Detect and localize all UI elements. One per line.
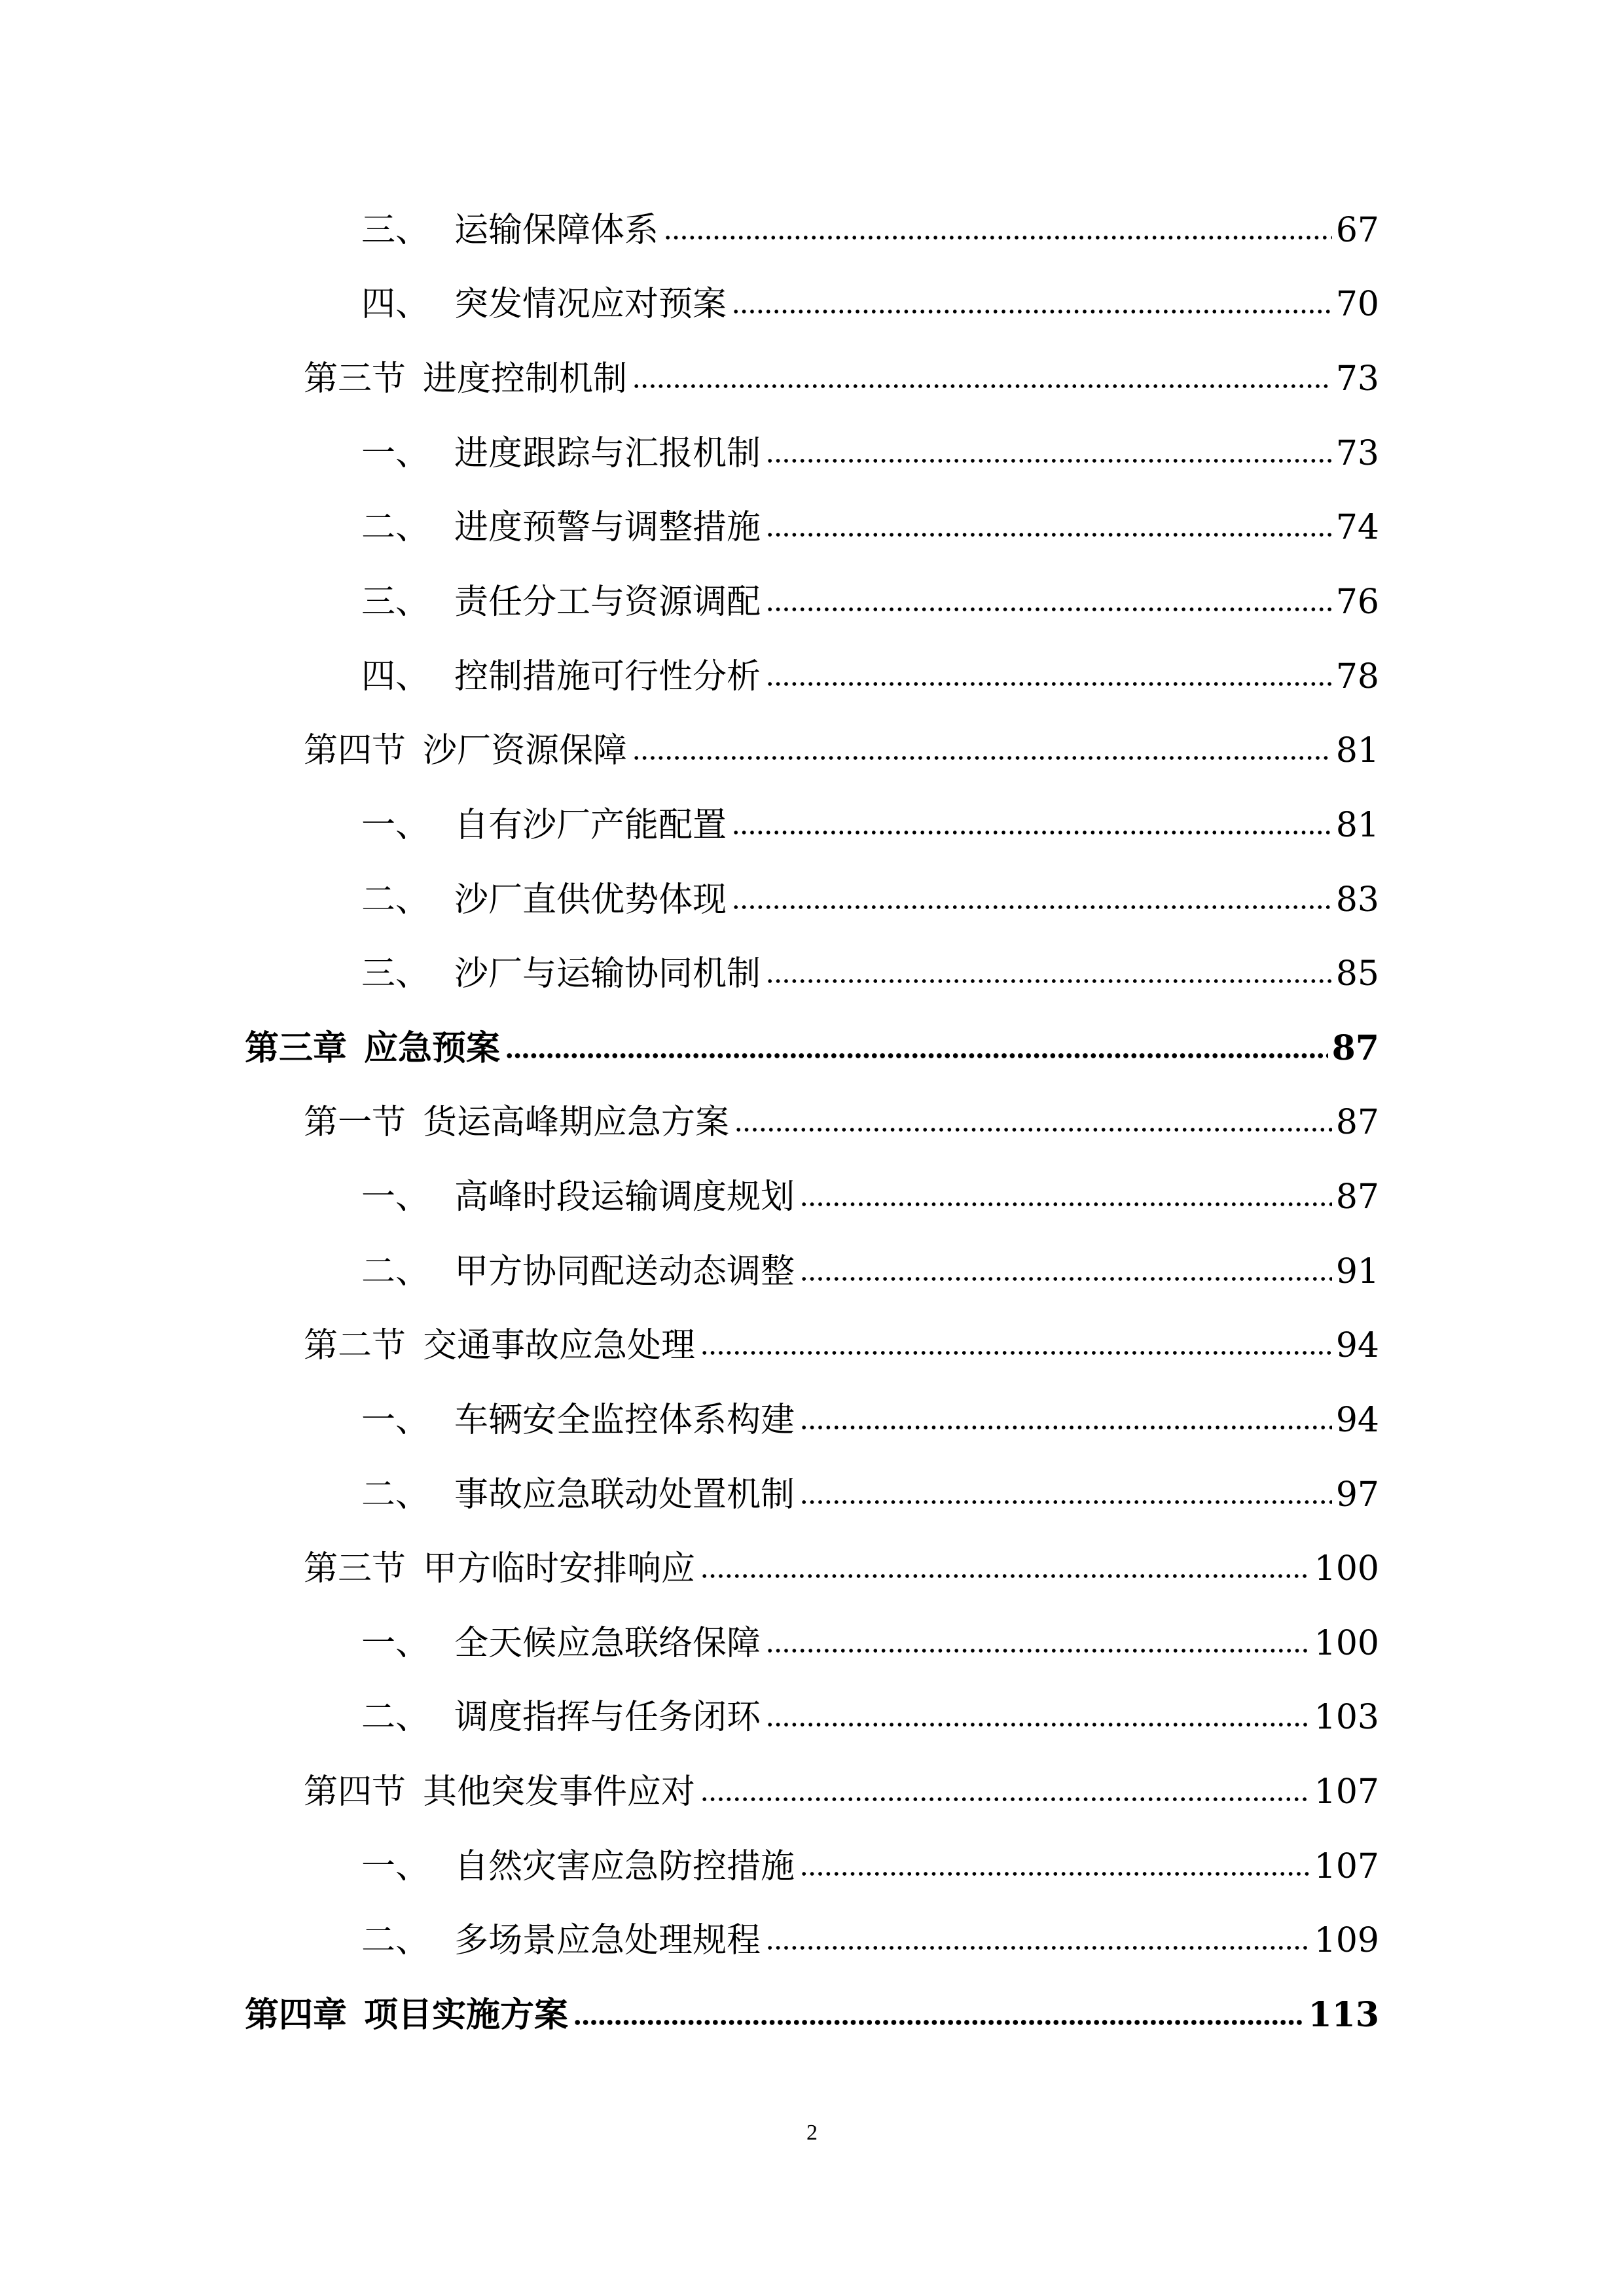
dot-leader	[664, 234, 1332, 241]
toc-entry-number: 第四节	[304, 731, 406, 770]
toc-entry-number: 一、	[361, 1401, 430, 1440]
toc-entry-page: 78	[1335, 657, 1379, 696]
dot-leader	[732, 829, 1332, 836]
toc-entry[interactable]	[361, 1162, 1379, 1217]
toc-entry[interactable]	[304, 344, 1379, 399]
toc-entry-number: 一、	[361, 434, 430, 473]
toc-entry-number: 二、	[361, 1921, 430, 1960]
toc-entry-number: 一、	[361, 1624, 430, 1663]
toc-entry-page: 74	[1335, 508, 1379, 547]
toc-entry[interactable]	[304, 1310, 1379, 1363]
toc-entry-title: 自有沙厂产能配置	[454, 806, 727, 845]
toc-entry-page: 87	[1335, 1177, 1379, 1217]
toc-entry-page: 100	[1314, 1549, 1379, 1588]
toc-entry[interactable]	[361, 1460, 1379, 1515]
dot-leader	[766, 681, 1332, 687]
toc-entry-title: 进度跟踪与汇报机制	[454, 434, 761, 473]
toc-entry-title: 甲方临时安排响应	[423, 1549, 696, 1588]
toc-entry-title: 交通事故应急处理	[423, 1326, 696, 1365]
toc-entry-page: 109	[1314, 1921, 1379, 1960]
toc-entry-number: 一、	[361, 1847, 430, 1886]
toc-entry[interactable]	[361, 567, 1379, 622]
toc-entry[interactable]	[361, 195, 1379, 250]
toc-entry-number: 四、	[361, 285, 430, 324]
dot-leader	[800, 1871, 1310, 1877]
toc-entry-title: 调度指挥与任务闭环	[454, 1698, 761, 1737]
toc-entry-number: 一、	[361, 1177, 430, 1217]
dot-leader	[766, 606, 1332, 613]
toc-entry[interactable]	[361, 492, 1379, 545]
toc-entry-number: 第四章	[245, 1995, 348, 2035]
toc-entry[interactable]	[361, 1682, 1379, 1737]
toc-entry-number: 第三章	[245, 1028, 348, 1068]
toc-entry-page: 94	[1335, 1326, 1379, 1365]
toc-entry-number: 四、	[361, 657, 430, 696]
toc-entry-title: 控制措施可行性分析	[454, 657, 761, 696]
toc-entry-page: 81	[1335, 731, 1379, 770]
dot-leader	[732, 308, 1332, 315]
toc-entry-number: 二、	[361, 1475, 430, 1515]
toc-entry[interactable]	[361, 1831, 1379, 1884]
toc-entry-title: 责任分工与资源调配	[454, 583, 761, 622]
toc-entry-title: 突发情况应对预案	[454, 285, 727, 324]
toc-entry-title: 自然灾害应急防控措施	[454, 1847, 795, 1886]
toc-entry-page: 87	[1331, 1028, 1379, 1068]
page-footer-number: 2	[806, 2121, 818, 2145]
toc-entry-title: 进度预警与调整措施	[454, 508, 761, 547]
toc-entry-page: 91	[1335, 1252, 1379, 1291]
toc-entry-number: 一、	[361, 806, 430, 845]
toc-entry[interactable]	[304, 1534, 1379, 1586]
dot-leader	[632, 383, 1332, 389]
toc-entry-title: 沙厂资源保障	[423, 731, 628, 770]
toc-chapter-entry[interactable]	[245, 1980, 1379, 2035]
toc-entry-page: 83	[1335, 880, 1379, 920]
toc-chapter-entry[interactable]	[245, 1013, 1379, 1066]
dot-leader	[573, 2019, 1304, 2026]
toc-entry[interactable]	[304, 1087, 1379, 1142]
toc-entry-title: 项目实施方案	[364, 1995, 569, 2035]
toc-entry-number: 第三节	[304, 359, 406, 399]
toc-entry[interactable]	[361, 1608, 1379, 1663]
toc-entry[interactable]	[361, 1236, 1379, 1289]
toc-entry[interactable]	[361, 269, 1379, 324]
toc-entry-number: 二、	[361, 1252, 430, 1291]
dot-leader	[700, 1350, 1332, 1356]
toc-entry-title: 其他突发事件应对	[423, 1772, 696, 1812]
dot-leader	[732, 904, 1332, 910]
toc-entry-title: 进度控制机制	[423, 359, 628, 399]
toc-entry[interactable]	[361, 641, 1379, 694]
toc-entry-title: 应急预案	[364, 1028, 501, 1068]
toc-entry[interactable]	[361, 1385, 1379, 1440]
dot-leader	[766, 978, 1332, 984]
toc-entry-number: 第一节	[304, 1103, 406, 1142]
toc-entry-title: 车辆安全监控体系构建	[454, 1401, 795, 1440]
dot-leader	[766, 457, 1332, 464]
toc-entry[interactable]	[361, 418, 1379, 471]
toc-entry-number: 第二节	[304, 1326, 406, 1365]
toc-entry-page: 73	[1335, 359, 1379, 399]
dot-leader	[766, 1945, 1310, 1951]
dot-leader	[800, 1424, 1332, 1431]
toc-entry-title: 多场景应急处理规程	[454, 1921, 761, 1960]
toc-entry-number: 三、	[361, 954, 430, 994]
toc-entry-title: 货运高峰期应急方案	[423, 1103, 730, 1142]
toc-entry-number: 二、	[361, 508, 430, 547]
dot-leader	[700, 1573, 1310, 1579]
dot-leader	[766, 531, 1332, 538]
toc-entry-number: 二、	[361, 1698, 430, 1737]
toc-entry[interactable]	[361, 1905, 1379, 1958]
dot-leader	[800, 1499, 1332, 1505]
toc-entry-number: 第三节	[304, 1549, 406, 1588]
toc-entry[interactable]	[361, 939, 1379, 994]
toc-entry-number: 第四节	[304, 1772, 406, 1812]
dot-leader	[766, 1647, 1310, 1654]
toc-entry-title: 运输保障体系	[454, 211, 659, 250]
toc-entry-title: 全天候应急联络保障	[454, 1624, 761, 1663]
toc-entry-page: 85	[1335, 954, 1379, 994]
toc-entry-number: 三、	[361, 583, 430, 622]
toc-entry-page: 70	[1335, 285, 1379, 324]
toc-entry-title: 事故应急联动处置机制	[454, 1475, 795, 1515]
toc-entry[interactable]	[304, 715, 1379, 768]
toc-entry-page: 97	[1335, 1475, 1379, 1515]
dot-leader	[505, 1052, 1328, 1059]
toc-entry-page: 76	[1335, 583, 1379, 622]
toc-entry[interactable]	[304, 1757, 1379, 1812]
dot-leader	[800, 1201, 1332, 1208]
toc-entry-page: 107	[1314, 1772, 1379, 1812]
toc-entry-page: 103	[1314, 1698, 1379, 1737]
toc-entry-title: 沙厂直供优势体现	[454, 880, 727, 920]
toc-entry-title: 甲方协同配送动态调整	[454, 1252, 795, 1291]
dot-leader	[700, 1796, 1310, 1803]
dot-leader	[766, 1721, 1310, 1728]
toc-entry-page: 87	[1335, 1103, 1379, 1142]
toc-entry-page: 100	[1314, 1624, 1379, 1663]
toc-entry-page: 107	[1314, 1847, 1379, 1886]
toc-entry-title: 高峰时段运输调度规划	[454, 1177, 795, 1217]
toc-entry-number: 三、	[361, 211, 430, 250]
toc-entry-page: 81	[1335, 806, 1379, 845]
toc-entry-page: 113	[1308, 1995, 1379, 2035]
dot-leader	[632, 755, 1332, 761]
toc-entry[interactable]	[361, 865, 1379, 920]
dot-leader	[800, 1276, 1332, 1282]
dot-leader	[734, 1126, 1332, 1133]
toc-entry-page: 73	[1335, 434, 1379, 473]
toc-entry-number: 二、	[361, 880, 430, 920]
toc-entry-title: 沙厂与运输协同机制	[454, 954, 761, 994]
toc-entry-page: 67	[1335, 211, 1379, 250]
toc-entry[interactable]	[361, 790, 1379, 845]
toc-entry-page: 94	[1335, 1401, 1379, 1440]
